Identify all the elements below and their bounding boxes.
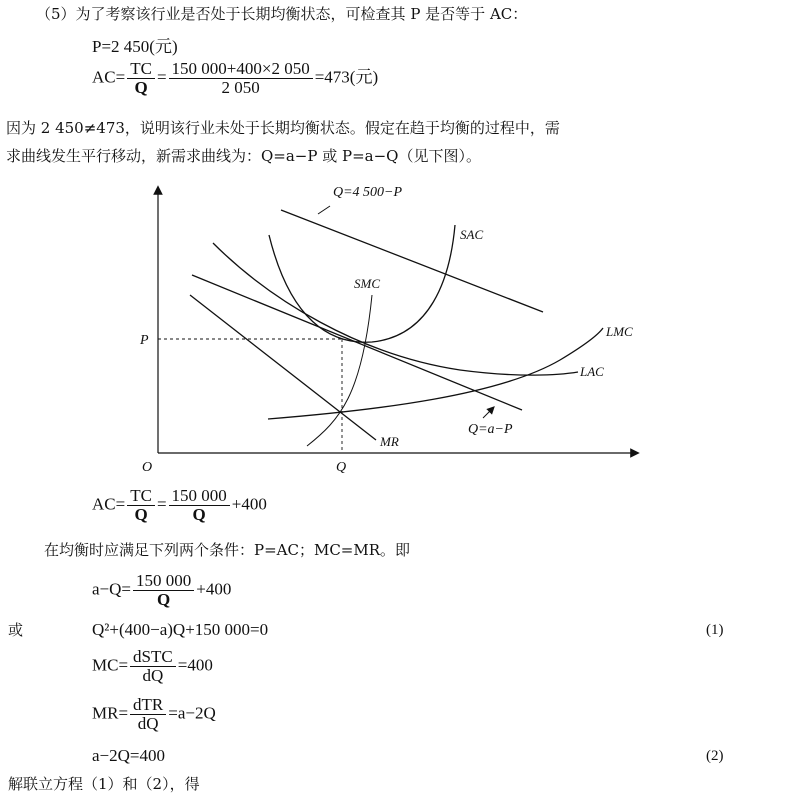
label-lmc: LMC <box>606 324 633 339</box>
intro-line: （5）为了考察该行业是否处于长期均衡状态，可检查其 P 是否等于 AC： <box>36 5 528 23</box>
label-p: P <box>140 333 149 348</box>
condition-text: 在均衡时应满足下列两个条件：P=AC；MC=MR。即 <box>44 541 411 559</box>
label-lac: LAC <box>580 364 604 379</box>
demand-curve-4500 <box>281 210 543 312</box>
ac-result: =473(元) <box>314 67 379 87</box>
solve-text: 解联立方程（1）和（2），得 <box>8 775 200 793</box>
paragraph-line-2: 求曲线发生平行移动，新需求曲线为：Q=a−P 或 P=a−Q（见下图）。 <box>6 147 481 165</box>
equation-1: Q²+(400−a)Q+150 000=0 <box>92 620 269 639</box>
ac-equation: AC= $\frac{TC}{Q}$ = $\frac{150 000+400\times 2 050}{2 050}$ =473(元) <box>92 59 379 97</box>
label-mr: MR <box>380 434 399 449</box>
mc-equation: MC= $\frac{\text{dSTC}}{dQ}$ =400 <box>92 647 213 685</box>
demand-curve-a <box>192 275 522 410</box>
equation-1-number: (1) <box>706 622 724 638</box>
label-q4500: Q=4 500−P <box>333 185 403 200</box>
smc-curve <box>307 295 372 446</box>
ac-equation-2: AC= $\frac{TC}{Q}$ = $\frac{150 000}{Q}$ +400 <box>92 486 267 524</box>
lmc-curve <box>268 328 603 419</box>
paragraph-line-1: 因为 2 450≠473，说明该行业未处于长期均衡状态。假定在趋于均衡的过程中，需 <box>6 119 560 137</box>
equation-2: a−2Q=400 <box>92 746 165 765</box>
label-q: Q <box>336 460 347 475</box>
ac-lhs: AC= <box>92 67 126 87</box>
q4500-leader <box>318 206 330 214</box>
mr-equation: MR= $\frac{\text{dTR}}{dQ}$ =a−2Q <box>92 695 216 733</box>
ac-fraction-1: $\frac{TC}{Q}$ <box>127 60 155 97</box>
ac-fraction-2: $\frac{150 000+400\times 2 050}{2 050}$ <box>169 60 313 97</box>
p-value: P=2 450(元) <box>92 37 178 56</box>
qap-arrow <box>483 409 492 418</box>
label-qap: Q=a−P <box>468 422 513 437</box>
equation-2-number: (2) <box>706 748 724 764</box>
label-origin: O <box>142 460 153 475</box>
label-sac: SAC <box>460 227 484 242</box>
equation-a: a−Q= $\frac{150 000}{Q}$ +400 <box>92 571 232 609</box>
label-smc: SMC <box>354 276 380 291</box>
or-label: 或 <box>8 621 24 639</box>
